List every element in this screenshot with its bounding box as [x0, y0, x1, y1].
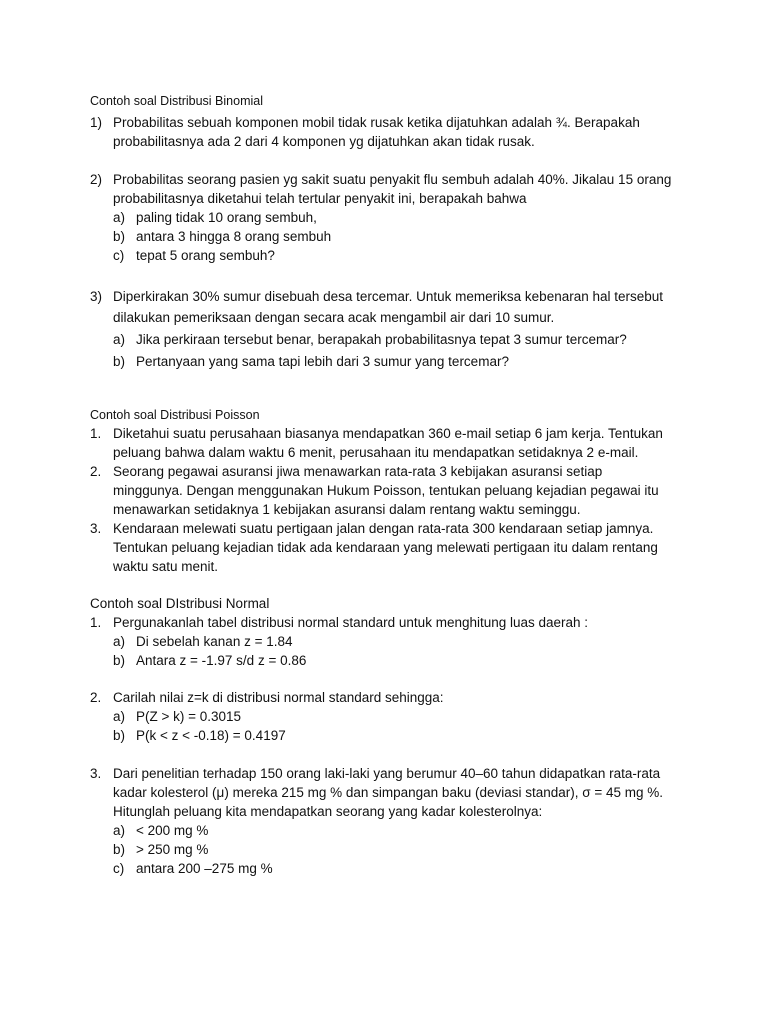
sub-item-text: Antara z = -1.97 s/d z = 0.86 — [136, 653, 307, 668]
sub-item-label: a) — [113, 823, 126, 838]
question-number: 1) — [90, 115, 103, 130]
sub-item-text: Jika perkiraan tersebut benar, berapakah probabilitasnya tepat 3 sumur tercemar? — [136, 332, 627, 347]
sub-item-text: antara 3 hingga 8 orang sembuh — [136, 229, 332, 244]
question-text-line: Probabilitas sebuah komponen mobil tidak rusak ketika dijatuhkan adalah ¾. Berapakah — [113, 115, 640, 130]
sub-item-label: a) — [113, 332, 126, 347]
sub-item-label: b) — [113, 842, 126, 857]
question-number: 3. — [90, 521, 102, 536]
question-text-line: Diketahui suatu perusahaan biasanya mendapatkan 360 e-mail setiap 6 jam kerja. Tentukan — [113, 426, 663, 441]
sub-item-text: tepat 5 orang sembuh? — [136, 248, 275, 263]
question-number: 1. — [90, 615, 102, 630]
question-text-line: Tentukan peluang kejadian tidak ada kendaraan yang melewati pertigaan itu dalam rentang — [113, 540, 658, 555]
sub-item-text: P(k < z < -0.18) = 0.4197 — [136, 728, 286, 743]
question-text-line: peluang bahwa dalam waktu 6 menit, perusahaan itu mendapatkan setidaknya 2 e-mail. — [113, 445, 639, 460]
sub-item-label: b) — [113, 728, 126, 743]
sub-item-label: a) — [113, 210, 126, 225]
question-number: 3) — [90, 289, 103, 304]
question-text-line: Kendaraan melewati suatu pertigaan jalan dengan rata-rata 300 kendaraan setiap jamnya. — [113, 521, 654, 536]
sub-item-text: Pertanyaan yang sama tapi lebih dari 3 sumur yang tercemar? — [136, 354, 509, 369]
question-number: 3. — [90, 766, 102, 781]
sub-item-text: paling tidak 10 orang sembuh, — [136, 210, 317, 225]
question-text-line: dilakukan pemeriksaan dengan secara acak mengambil air dari 10 sumur. — [113, 310, 555, 325]
section-heading-poisson: Contoh soal Distribusi Poisson — [90, 408, 260, 422]
question-text-line: Hitunglah peluang kita mendapatkan seorang yang kadar kolesterolnya: — [113, 804, 543, 819]
question-text-line: minggunya. Dengan menggunakan Hukum Poisson, tentukan peluang kejadian pegawai itu — [113, 483, 659, 498]
question-text-line: Carilah nilai z=k di distribusi normal standard sehingga: — [113, 690, 444, 705]
question-text-line: Diperkirakan 30% sumur disebuah desa tercemar. Untuk memeriksa kebenaran hal tersebut — [113, 289, 664, 304]
sub-item-text: P(Z > k) = 0.3015 — [136, 709, 242, 724]
sub-item-label: c) — [113, 248, 125, 263]
sub-item-label: b) — [113, 653, 126, 668]
question-text-line: waktu satu menit. — [113, 559, 219, 574]
sub-item-text: < 200 mg % — [136, 823, 209, 838]
question-number: 2) — [90, 172, 103, 187]
sub-item-label: a) — [113, 709, 126, 724]
question-text-line: Probabilitas seorang pasien yg sakit suatu penyakit flu sembuh adalah 40%. Jikalau 15 orang — [113, 172, 672, 187]
question-number: 2. — [90, 690, 102, 705]
question-text-line: Seorang pegawai asuransi jiwa menawarkan rata-rata 3 kebijakan asuransi setiap — [113, 464, 603, 479]
question-text-line: kadar kolesterol (μ) mereka 215 mg % dan simpangan baku (deviasi standar), σ = 45 mg %. — [113, 785, 663, 800]
sub-item-text: > 250 mg % — [136, 842, 209, 857]
question-text-line: probabilitasnya ada 2 dari 4 komponen yg dijatuhkan akan tidak rusak. — [113, 134, 535, 149]
sub-item-label: a) — [113, 634, 126, 649]
question-text-line: menawarkan setidaknya 1 kebijakan asuransi dalam rentang waktu seminggu. — [113, 502, 581, 517]
sub-item-text: antara 200 –275 mg % — [136, 861, 273, 876]
sub-item-label: b) — [113, 354, 126, 369]
question-text-line: probabilitasnya diketahui telah tertular penyakit ini, berapakah bahwa — [113, 191, 527, 206]
question-number: 1. — [90, 426, 102, 441]
sub-item-label: b) — [113, 229, 126, 244]
section-heading-binomial: Contoh soal Distribusi Binomial — [90, 94, 263, 108]
question-text-line: Pergunakanlah tabel distribusi normal standard untuk menghitung luas daerah : — [113, 615, 589, 630]
sub-item-text: Di sebelah kanan z = 1.84 — [136, 634, 293, 649]
question-number: 2. — [90, 464, 102, 479]
sub-item-label: c) — [113, 861, 125, 876]
section-heading-normal: Contoh soal DIstribusi Normal — [90, 596, 270, 611]
question-text-line: Dari penelitian terhadap 150 orang laki-laki yang berumur 40–60 tahun didapatkan rata-rata — [113, 766, 661, 781]
